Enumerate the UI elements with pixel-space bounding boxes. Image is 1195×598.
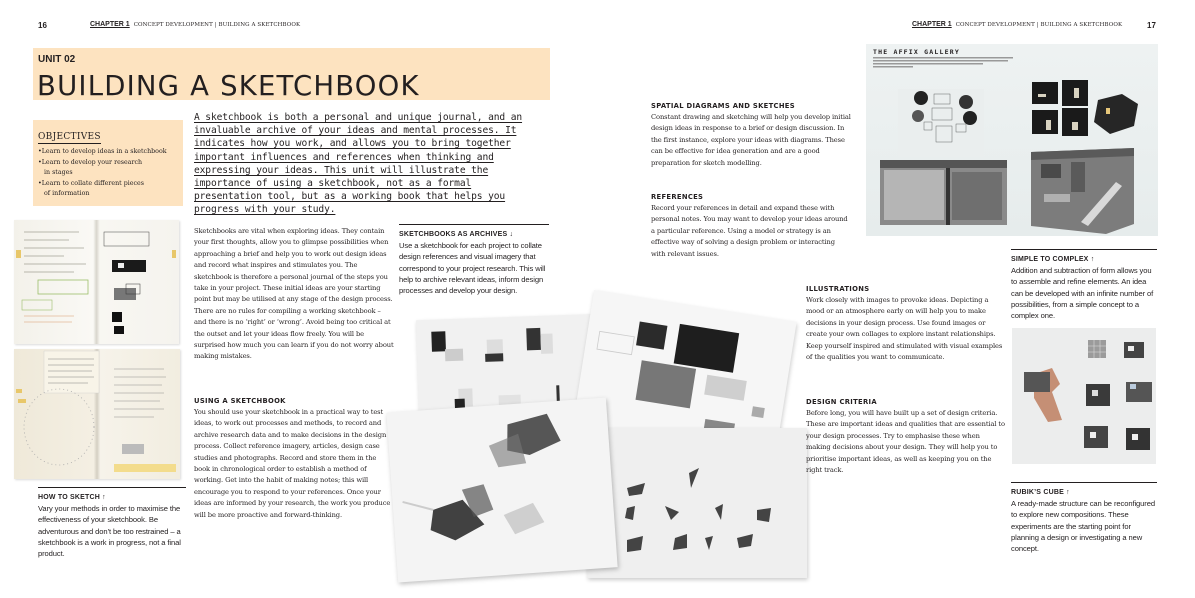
fragment-models-drawing xyxy=(587,428,807,578)
unit-title: BUILDING A SKETCHBOOK xyxy=(37,70,420,102)
section-body: Record your references in detail and expand these with personal notes. You may want to develop your ideas around a particular reference. Using a model or strategy is an effective way of solving a design problem or interacting with relevant issues. xyxy=(651,204,848,258)
running-head-right xyxy=(912,21,1122,28)
rubiks-cubes-drawing xyxy=(1012,328,1156,464)
sketchbook-photo-2 xyxy=(14,349,180,479)
section-body: Constant drawing and sketching will help you develop initial design ideas in response to a brief or design discussion. In the first instance, explore your ideas with diagrams. These can be effective for idea generation and are a good preparation for sketch modelling. xyxy=(651,113,851,167)
model-photo-fragments xyxy=(587,428,807,578)
running-head-left xyxy=(90,21,300,28)
objectives-title: OBJECTIVES xyxy=(38,132,101,142)
caption-body: Vary your methods in order to maximise the effectiveness of your sketchbook. Be adventurous and don’t be too restrained – a sketchbook is a work in progress, not a final product. xyxy=(38,504,181,559)
unit-label: UNIT 02 xyxy=(38,54,76,65)
caption-rubiks-cube xyxy=(1011,482,1157,554)
arrow-up-icon: ↑ xyxy=(1066,489,1070,496)
running-head-section: CONCEPT DEVELOPMENT | BUILDING A SKETCHBOOK xyxy=(133,22,301,28)
sketch-model-drawing xyxy=(386,398,617,583)
objective-item: • Learn to develop ideas in a sketchbook xyxy=(38,147,178,158)
sketchbook-drawing-1 xyxy=(14,220,179,344)
section-body: Before long, you will have built up a set of design criteria. These are important ideas and qualities that are essential to your design processes. Try to emphasise these when making decisions about your design. They will help you to prioritise important ideas, as well as keeping you on the right track. xyxy=(806,409,1005,475)
caption-heading: SIMPLE TO COMPLEX xyxy=(1011,256,1089,263)
sketchbook-drawing-2 xyxy=(14,349,180,479)
objectives-box xyxy=(33,120,183,206)
section-heading: REFERENCES xyxy=(651,193,704,201)
intro-paragraph xyxy=(194,111,529,217)
running-head-section: CONCEPT DEVELOPMENT | BUILDING A SKETCHBOOK xyxy=(955,22,1123,28)
caption-sketchbooks-as-archives xyxy=(399,224,549,296)
page-number-left: 16 xyxy=(38,21,47,30)
caption-body: A ready-made structure can be reconfigured to explore new compositions. These experiments are the starting point for planning a design or investigating a new concept. xyxy=(1011,499,1155,554)
caption-heading: SKETCHBOOKS AS ARCHIVES xyxy=(399,231,508,238)
caption-heading: RUBIK’S CUBE xyxy=(1011,489,1064,496)
running-head-chapter: CHAPTER 1 xyxy=(912,21,952,28)
section-using-sketchbook xyxy=(194,396,394,521)
caption-simple-to-complex xyxy=(1011,249,1157,321)
caption-heading: HOW TO SKETCH xyxy=(38,494,100,501)
caption-how-to-sketch xyxy=(38,487,186,559)
section-heading: SPATIAL DIAGRAMS AND SKETCHES xyxy=(651,102,795,110)
objective-item: • Learn to develop your research in stages xyxy=(38,158,148,179)
model-photo-sketch-model xyxy=(386,398,617,583)
page-number-right: 17 xyxy=(1147,21,1156,30)
section-heading: DESIGN CRITERIA xyxy=(806,398,877,406)
section-heading: ILLUSTRATIONS xyxy=(806,285,870,293)
section-body: You should use your sketchbook in a practical way to test ideas, to work out processes and methods, to record and archive research data and to make decisions in the design process. Collect reference imagery, articles, design case studies and photographs. Record and store them in the book in chronological order to establish a method of working. Get into the habit of making notes; this will encourage you to respond to your references. Once your ideas are informed by your research, the work you produce will be more proactive and forward-thinking. xyxy=(194,408,391,519)
affix-gallery-board xyxy=(866,44,1158,236)
section-references xyxy=(651,192,851,260)
arrow-up-icon: ↑ xyxy=(102,494,106,501)
intro-text: A sketchbook is both a personal and unique journal, and an invaluable archive of your ideas and mental processes. It indicates how you work, and allows you to bring together important influences and references when thinking and expressing your ideas. This unit will illustrate the importance of using a sketchbook, not as a formal presentation tool, but as a working book that helps you progress with your study. xyxy=(194,112,523,216)
running-head-chapter: CHAPTER 1 xyxy=(90,21,130,28)
sketchbook-photo-1 xyxy=(14,220,179,344)
gallery-title: THE AFFIX GALLERY xyxy=(873,48,960,56)
section-spatial-diagrams xyxy=(651,101,851,169)
caption-body: Use a sketchbook for each project to collate design references and visual imagery that correspond to your project research. This will help to archive relevant ideas, inform design processes and develop your design. xyxy=(399,241,546,296)
gallery-board-drawing xyxy=(866,44,1158,236)
section-heading: USING A SKETCHBOOK xyxy=(194,397,286,405)
section-design-criteria xyxy=(806,397,1006,476)
objectives-list xyxy=(38,147,178,200)
arrow-up-icon: ↑ xyxy=(1090,256,1095,263)
section-illustrations xyxy=(806,284,1006,363)
caption-body: Addition and subtraction of form allows you to assemble and refine elements. An idea can be developed with an infinite number of possibilities, from a simple concept to a complex one. xyxy=(1011,266,1154,321)
objective-item: • Learn to collate different pieces of information xyxy=(38,179,148,200)
body-intro: Sketchbooks are vital when exploring ideas. They contain your first thoughts, allow you to glimpse possibilities when approaching a brief and help you to work out design ideas and record what inspires and stimulates you. The sketchbook is therefore a personal journal of the steps you take in your project. These initial ideas are your starting point but may be utilised at any stage of the design process. There are no rules for compiling a working sketchbook – and there is no ‘right’ or ‘wrong’. Avoid being too critical at the outset and let your ideas flow freely. You will be surprised how much you can learn if you do not worry about making mistakes. xyxy=(194,227,394,361)
rubiks-cube-photo xyxy=(1012,328,1156,464)
arrow-down-icon: ↓ xyxy=(509,231,514,238)
section-body: Work closely with images to provoke ideas. Depicting a mood or an atmosphere early on will help you to make decisions in your design process. Use found images or create your own collages to explore instant relationships. Keep yourself inspired and stimulated with visual examples of the qualities you want to communicate. xyxy=(806,296,1003,362)
